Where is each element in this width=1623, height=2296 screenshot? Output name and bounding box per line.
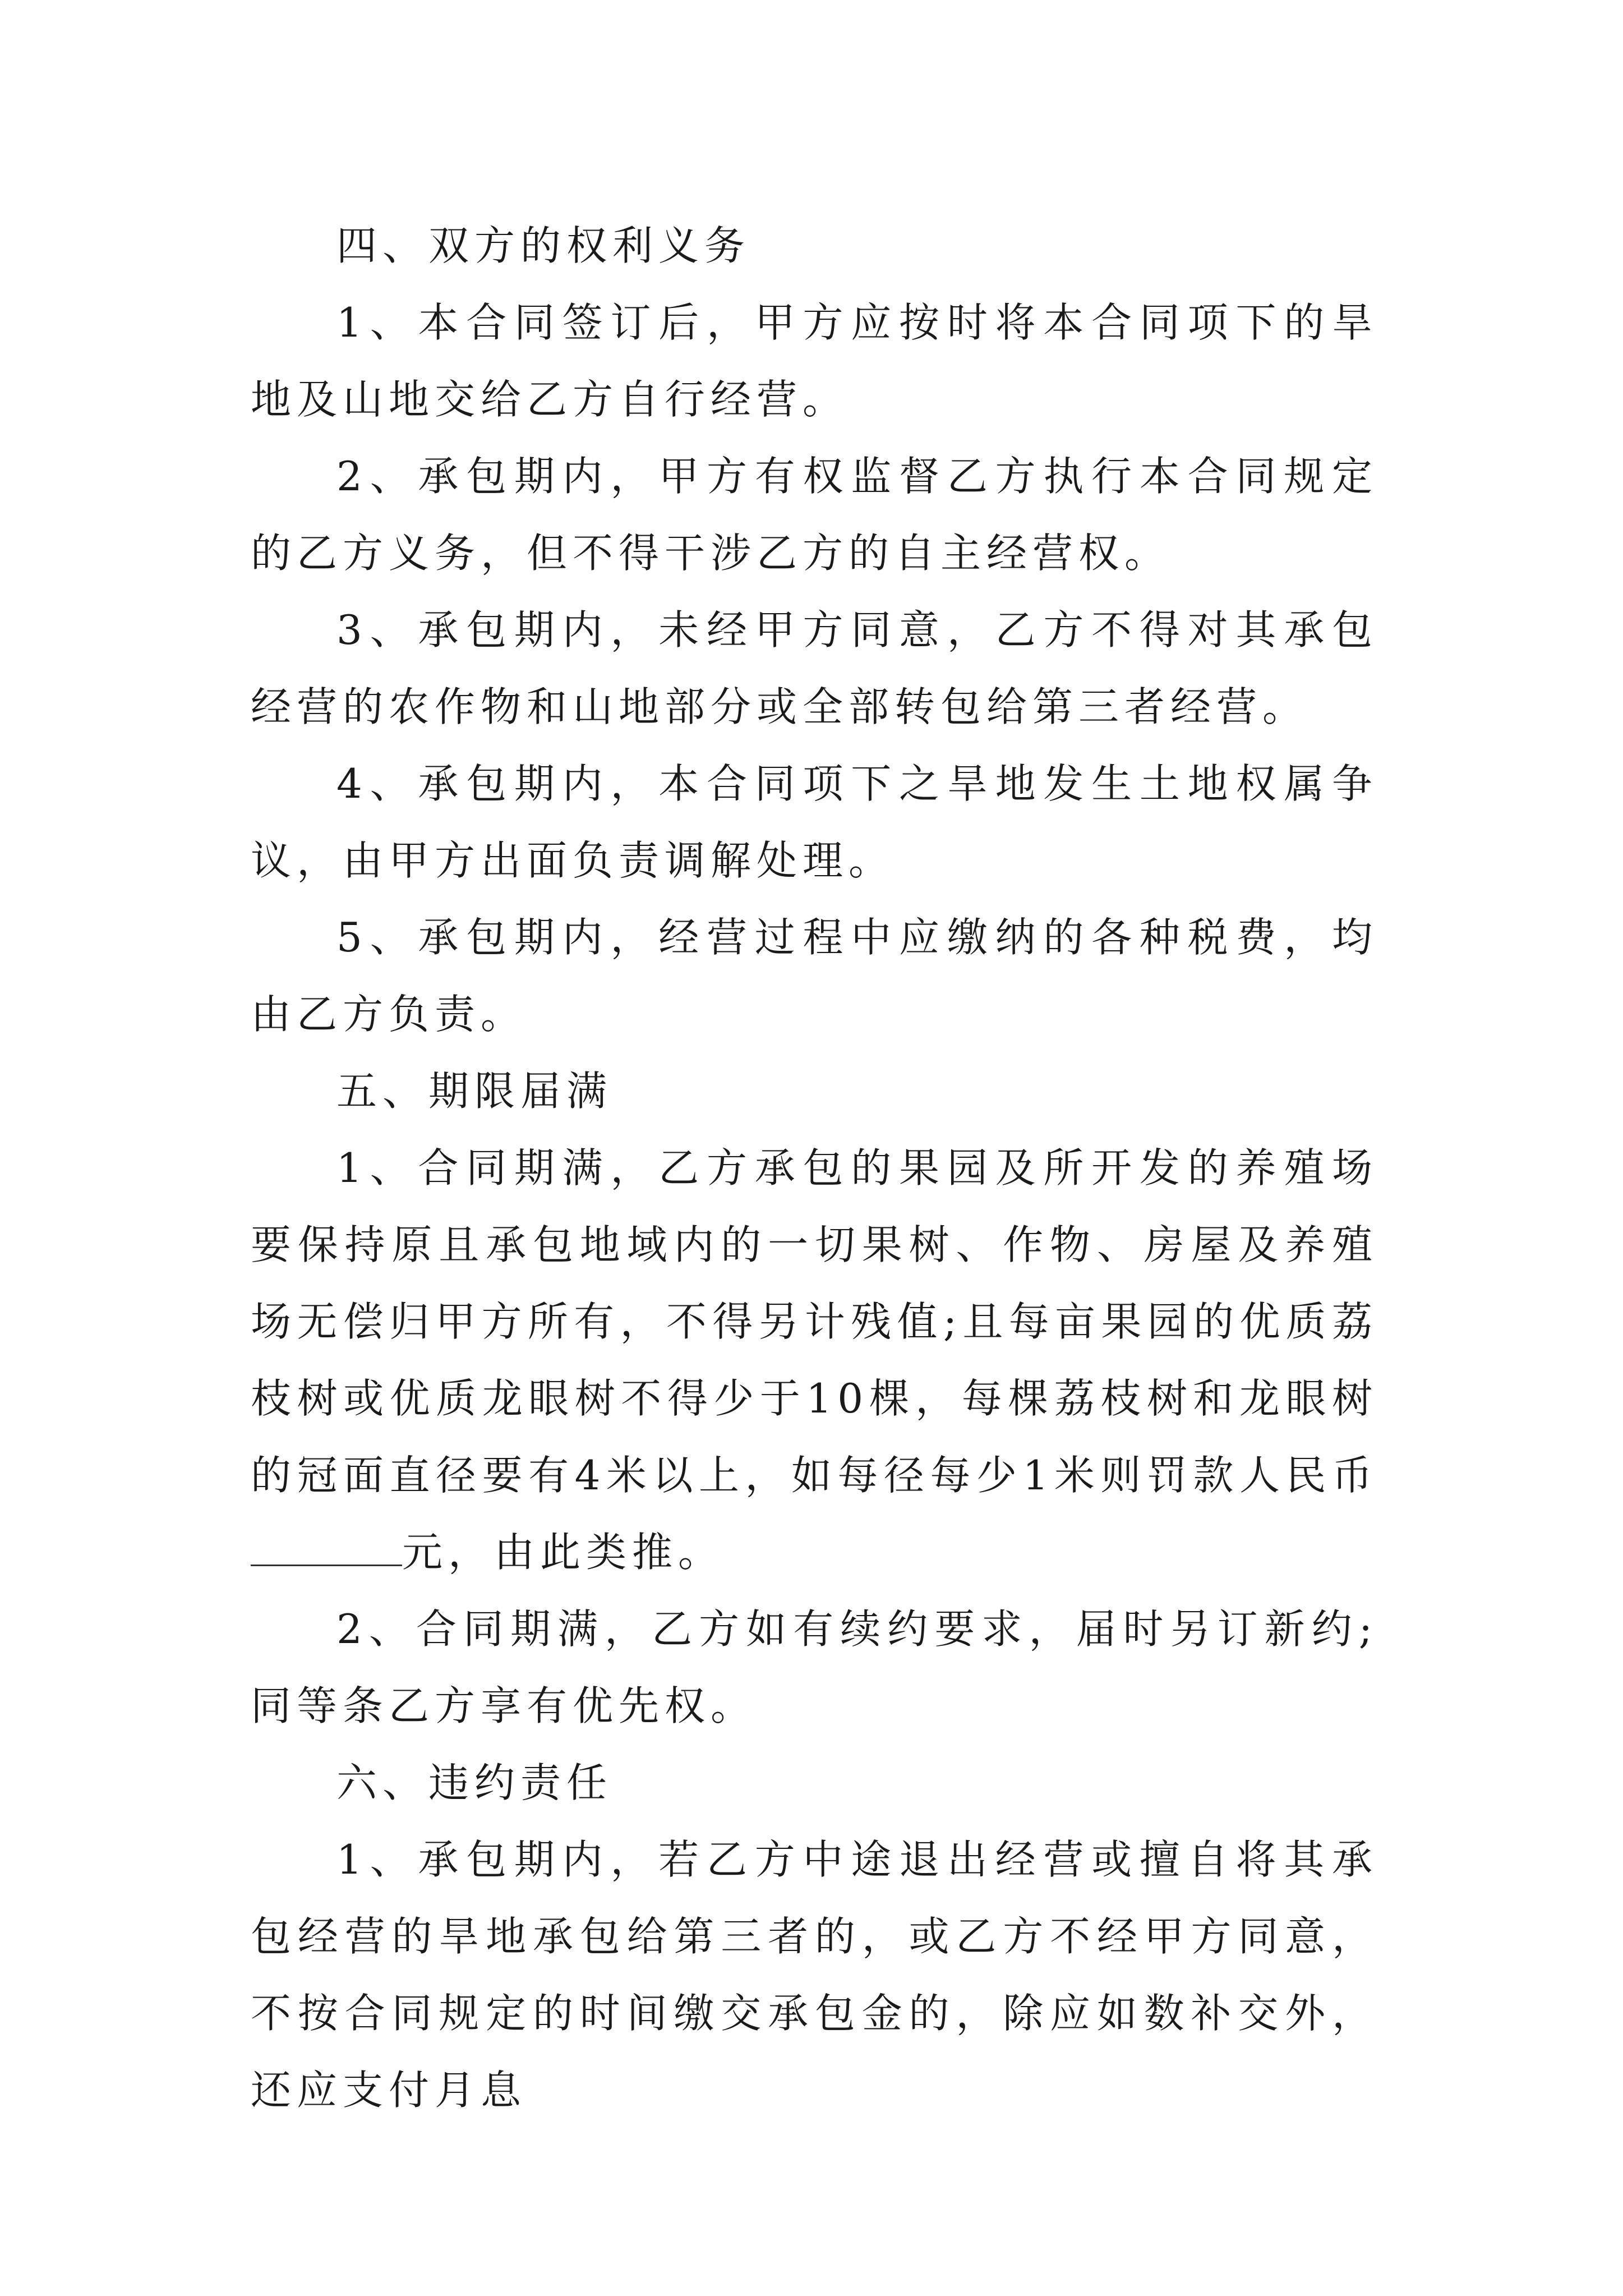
section-4-heading: 四、双方的权利义务: [336, 222, 751, 269]
section-6-item-1: 1、承包期内，若乙方中途退出经营或擅自将其承包经营的旱地承包给第三者的，或乙方不经甲方同意，不按合同规定的时间缴交承包金的，除应如数补交外，还应支付月息: [251, 1836, 1378, 2114]
fine-amount-blank: [251, 1531, 402, 1566]
section-5-heading: 五、期限届满: [336, 1068, 613, 1115]
section-4-item-3: 3、承包期内，未经甲方同意，乙方不得对其承包经营的农作物和山地部分或全部转包给第三者经营。: [251, 606, 1378, 730]
section-5-item-1: [251, 1130, 1378, 1591]
document-body: [251, 208, 1378, 2129]
section-5-item-1-text-before: 1、合同期满，乙方承包的果园及所开发的养殖场要保持原且承包地域内的一切果树、作物、房屋及养殖场无偿归甲方所有，不得另计残值;且每亩果园的优质荔枝树或优质龙眼树不得少于10棵，每棵荔枝树和龙眼树的冠面直径要有4米以上，如每径每少1米则罚款人民币: [251, 1144, 1378, 1499]
section-4-item-4: 4、承包期内，本合同项下之旱地发生土地权属争议，由甲方出面负责调解处理。: [251, 760, 1378, 884]
section-4-item-5: 5、承包期内，经营过程中应缴纳的各种税费，均由乙方负责。: [251, 914, 1378, 1038]
section-4-item-2: 2、承包期内，甲方有权监督乙方执行本合同规定的乙方义务，但不得干涉乙方的自主经营权。: [251, 453, 1378, 577]
section-5-item-2: 2、合同期满，乙方如有续约要求，届时另订新约;同等条乙方享有优先权。: [251, 1605, 1378, 1729]
section-6-heading: 六、违约责任: [336, 1759, 613, 1806]
section-5-item-1-text-after: 元，由此类推。: [402, 1529, 725, 1576]
section-4-item-1: 1、本合同签订后，甲方应按时将本合同项下的旱地及山地交给乙方自行经营。: [251, 299, 1378, 423]
